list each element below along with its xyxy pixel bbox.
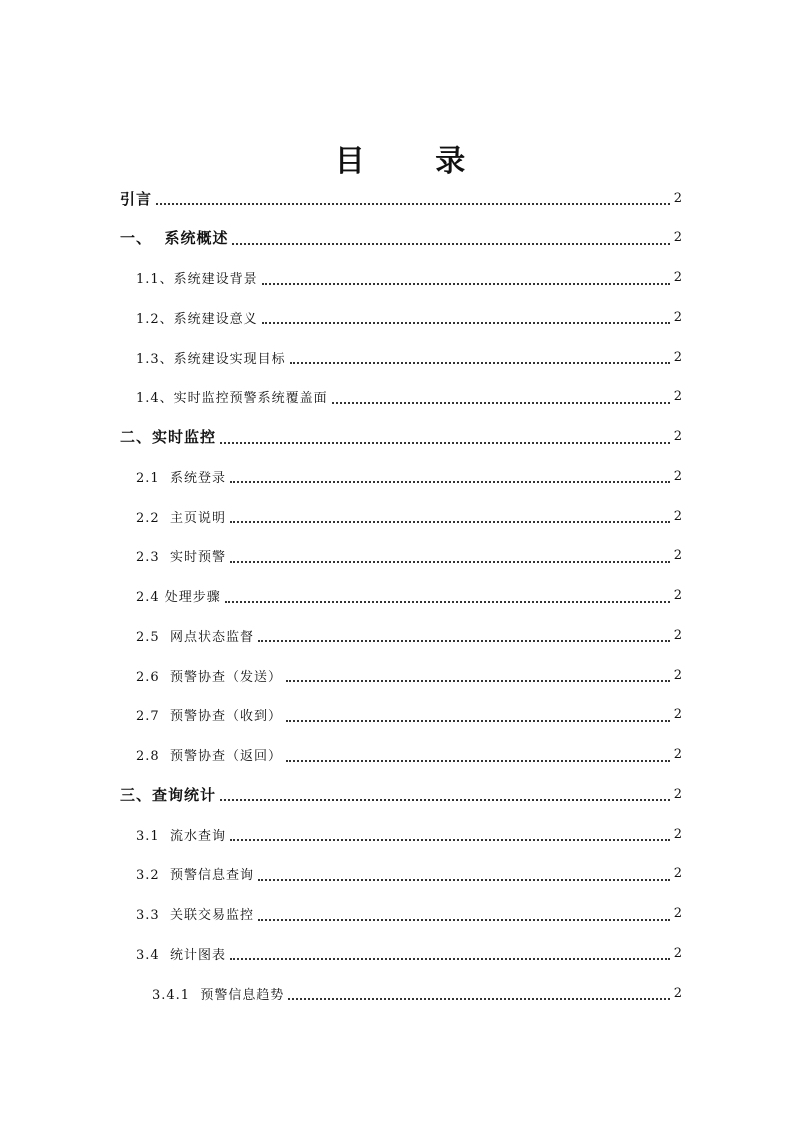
toc-entry-page-number: 2 <box>673 747 682 762</box>
toc-entry[interactable] <box>0 854 682 894</box>
toc-entry-label: 2.8 预警协查（返回） <box>136 749 282 764</box>
toc-entry[interactable] <box>0 258 682 298</box>
dot-leader <box>262 308 670 324</box>
toc-entry-page-number: 2 <box>673 349 682 365</box>
toc-entry[interactable] <box>0 735 682 775</box>
toc-entry-page-number: 2 <box>673 389 682 405</box>
dot-leader <box>286 746 670 762</box>
toc-entry-page-number: 2 <box>673 548 682 564</box>
dot-leader <box>230 944 670 960</box>
toc-entry-label: 3.4.1 预警信息趋势 <box>152 987 285 1003</box>
toc-entry-page-number: 2 <box>673 985 682 1001</box>
toc-entry-label: 2.2 主页说明 <box>136 510 226 526</box>
toc-entry[interactable] <box>0 576 682 616</box>
toc-entry[interactable] <box>0 218 682 258</box>
toc-entry-page-number: 2 <box>673 468 682 484</box>
dot-leader <box>225 587 670 603</box>
toc-entry-label: 2.3 实时预警 <box>136 550 226 566</box>
toc-entry-label: 2.4 处理步骤 <box>136 590 221 605</box>
dot-leader <box>230 507 670 523</box>
toc-entry[interactable] <box>0 496 682 536</box>
dot-leader <box>262 269 670 285</box>
toc-entry-page-number: 2 <box>673 906 682 921</box>
toc-entry-page-number: 2 <box>673 230 682 246</box>
dot-leader <box>258 865 670 881</box>
toc-entry[interactable] <box>0 695 682 735</box>
toc-entry-page-number: 2 <box>673 707 682 723</box>
toc-entry-page-number: 2 <box>673 429 682 444</box>
toc-entry-page-number: 2 <box>673 945 682 961</box>
dot-leader <box>286 706 670 722</box>
toc-entry[interactable] <box>0 297 682 337</box>
toc-entry[interactable] <box>0 337 682 377</box>
toc-entry-label: 1.3、系统建设实现目标 <box>136 351 286 367</box>
toc-entry-label: 2.6 预警协查（发送） <box>136 669 282 685</box>
toc-entry[interactable] <box>0 894 682 934</box>
toc-entry-page-number: 2 <box>673 309 682 325</box>
dot-leader <box>230 547 670 563</box>
dot-leader <box>290 348 670 364</box>
toc-entry-label: 二、实时监控 <box>120 428 217 446</box>
toc-entry[interactable] <box>0 417 682 457</box>
toc-entry-label: 2.1 系统登录 <box>136 470 226 486</box>
dot-leader <box>220 428 670 444</box>
toc-entry[interactable] <box>0 655 682 695</box>
toc-entry-label: 三、查询统计 <box>120 785 217 804</box>
dot-leader <box>232 229 669 245</box>
toc-entry[interactable] <box>0 377 682 417</box>
toc-entry-label: 2.7 预警协查（收到） <box>136 709 282 725</box>
toc-entry-page-number: 2 <box>673 508 682 524</box>
toc-entry-label: 引言 <box>120 189 153 208</box>
dot-leader <box>332 388 670 404</box>
dot-leader <box>220 785 670 801</box>
toc-entry[interactable] <box>0 615 682 655</box>
toc-entry-label: 2.5 网点状态监督 <box>136 629 254 645</box>
toc-entry[interactable] <box>0 973 682 1013</box>
toc-entry-page-number: 2 <box>673 270 682 285</box>
dot-leader <box>286 666 670 682</box>
toc-entry[interactable] <box>0 536 682 576</box>
toc-entry[interactable] <box>0 178 682 218</box>
toc-entry-label: 3.1 流水查询 <box>136 828 226 844</box>
toc-entry[interactable] <box>0 933 682 973</box>
toc-entry[interactable] <box>0 814 682 854</box>
dot-leader <box>156 189 670 205</box>
page-title: 目 录 <box>334 144 496 180</box>
toc-entry-label: 3.4 统计图表 <box>136 947 226 963</box>
toc-entry-label: 1.1、系统建设背景 <box>136 272 258 287</box>
toc-entry-page-number: 2 <box>673 627 682 643</box>
toc-entry-label: 一、 系统概述 <box>120 229 229 248</box>
dot-leader <box>230 467 670 483</box>
toc-entry-page-number: 2 <box>673 866 682 882</box>
toc-entry-label: 1.2、系统建设意义 <box>136 311 258 327</box>
toc-entry-label: 3.2 预警信息查询 <box>136 868 254 884</box>
toc-entry-label: 3.3 关联交易监控 <box>136 908 254 923</box>
dot-leader <box>258 626 670 642</box>
toc-entry-page-number: 2 <box>673 190 682 206</box>
dot-leader <box>258 905 670 921</box>
toc-entry-page-number: 2 <box>673 667 682 683</box>
toc-entry-page-number: 2 <box>673 588 682 603</box>
toc-entry[interactable] <box>0 774 682 814</box>
dot-leader <box>288 984 669 1000</box>
toc-entry[interactable] <box>0 456 682 496</box>
toc-entry-page-number: 2 <box>673 786 682 802</box>
dot-leader <box>230 825 670 841</box>
toc-entry-label: 1.4、实时监控预警系统覆盖面 <box>136 391 328 407</box>
toc-entry-page-number: 2 <box>673 826 682 842</box>
